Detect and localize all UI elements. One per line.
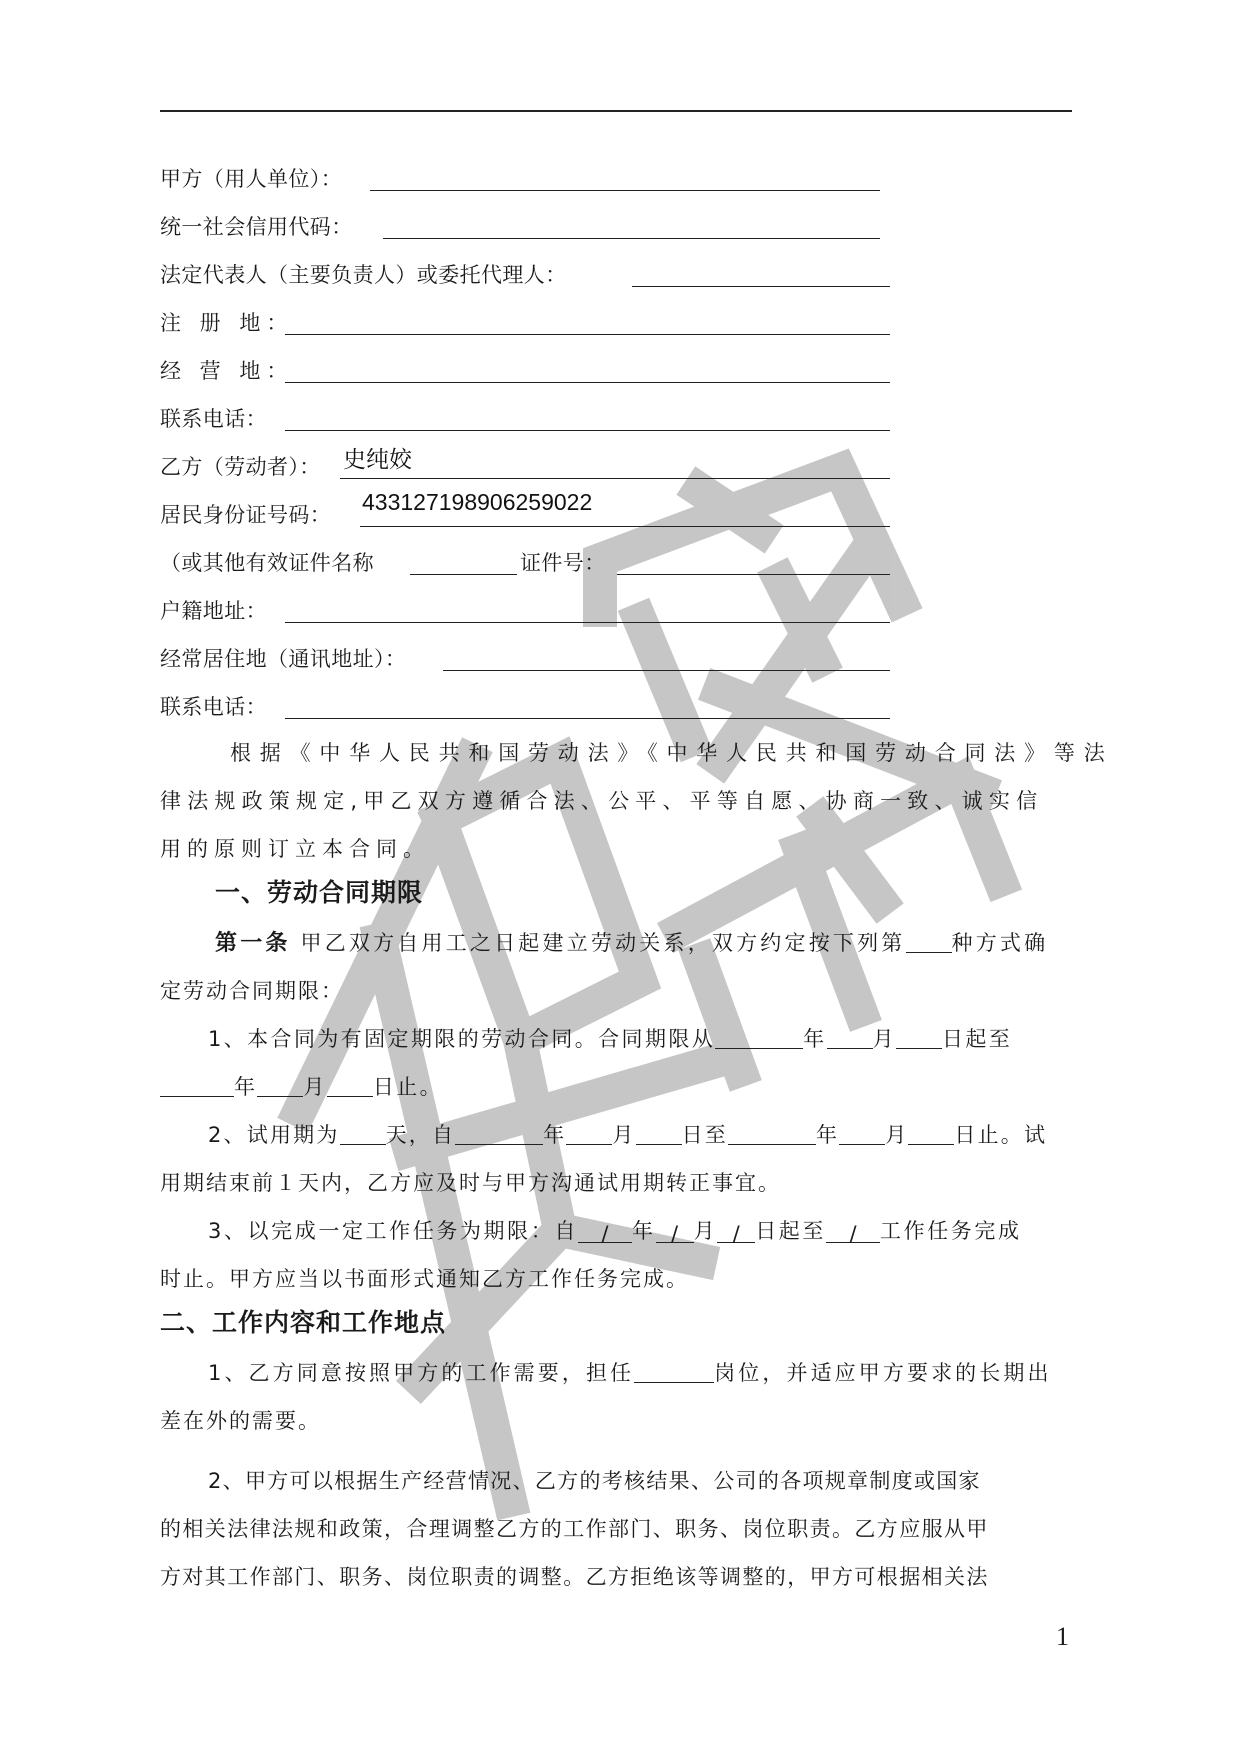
day-from-label: 日起至 [755,1219,826,1243]
days-from-label: 天，自 [385,1123,456,1147]
item-2-line-1 [208,1120,1047,1150]
day-to-label: 日至 [681,1123,728,1147]
other-id-number-field[interactable] [617,574,890,575]
slash-mark: / [601,1222,609,1246]
probation-days-blank[interactable] [340,1121,386,1145]
slash-mark: / [849,1222,857,1246]
section-2-heading: 二、工作内容和工作地点 [160,1308,447,1337]
id-number-label: 居民身份证号码： [160,503,332,527]
slash-mark: / [732,1222,740,1246]
item-3-line-1 [208,1216,1022,1246]
household-address-field[interactable] [285,622,890,623]
year-label: 年 [543,1123,567,1147]
probation-start-year-blank[interactable] [455,1121,543,1145]
business-address-field[interactable] [285,382,890,383]
article-1-text-b: 种方式确 [951,931,1049,955]
day-end-label: 日止。试 [954,1123,1048,1147]
article-1-label: 第一条 [215,931,291,956]
business-address-label: 经 营 地： [160,359,294,383]
party-a-label: 甲方（用人单位）： [160,167,343,191]
year-label: 年 [803,1027,827,1051]
probation-start-day-blank[interactable] [636,1121,682,1145]
item-1-end-day-blank[interactable] [327,1073,373,1097]
preamble-line-3: 用的原则订立本合同。 [160,837,430,861]
credit-code-label: 统一社会信用代码： [160,215,353,239]
preamble-line-2: 律法规政策规定,甲乙双方遵循合法、公平、平等自愿、协商一致、诚实信 [160,789,1044,813]
s2-item-2-line-1: 2、甲方可以根据生产经营情况、乙方的考核结果、公司的各项规章制度或国家 [208,1469,981,1493]
item-1-start-day-blank[interactable] [896,1025,942,1049]
item-3-line-2: 时止。甲方应当以书面形式通知乙方工作任务完成。 [160,1267,689,1291]
party-b-name-value: 史纯姣 [343,446,412,472]
s2-item-1-line-2: 差在外的需要。 [160,1409,321,1433]
party-a-phone-field[interactable] [285,430,890,431]
day-end-label: 日止。 [372,1075,444,1099]
id-number-value: 433127198906259022 [362,489,593,515]
probation-end-year-blank[interactable] [728,1121,816,1145]
month-label: 月 [303,1075,327,1099]
month-label: 月 [693,1219,718,1243]
party-a-field[interactable] [370,190,880,191]
method-number-blank[interactable] [906,929,952,953]
item-1-end-month-blank[interactable] [257,1073,303,1097]
item-1-line-1 [208,1024,1012,1054]
registered-address-field[interactable] [285,334,890,335]
year-label: 年 [234,1075,258,1099]
legal-rep-field[interactable] [632,286,890,287]
party-b-name-field[interactable] [340,478,890,479]
position-blank[interactable] [634,1359,714,1383]
s2-item-2-line-3: 方对其工作部门、职务、岗位职责的调整。乙方拒绝该等调整的，甲方可根据相关法 [160,1565,989,1589]
task-start-day-blank[interactable] [717,1219,755,1246]
section-1-heading: 一、劳动合同期限 [215,878,424,907]
month-label: 月 [612,1123,636,1147]
day-from-label: 日起至 [941,1027,1013,1051]
other-id-label: （或其他有效证件名称 [160,551,374,575]
task-start-year-blank[interactable] [578,1219,632,1246]
s2-item-1-text-b: 岗位，并适应甲方要求的长期出 [714,1361,1052,1385]
s2-item-1-text-a: 1、乙方同意按照甲方的工作需要，担任 [208,1361,635,1385]
s2-item-2-line-2: 的相关法律法规和政策，合理调整乙方的工作部门、职务、岗位职责。乙方应服从甲 [160,1517,989,1541]
slash-mark: / [671,1222,679,1246]
header-rule [160,110,1072,112]
probation-start-month-blank[interactable] [566,1121,612,1145]
item-1-start-year-blank[interactable] [715,1025,803,1049]
preamble-line-1: 根据《中华人民共和国劳动法》《中华人民共和国劳动合同法》等法 [230,741,1114,765]
item-1-start-month-blank[interactable] [827,1025,873,1049]
article-1-line-2: 定劳动合同期限： [160,979,344,1003]
party-b-phone-label: 联系电话： [160,695,267,719]
article-1-line-1 [215,928,1048,959]
probation-end-month-blank[interactable] [839,1121,885,1145]
credit-code-field[interactable] [383,238,880,239]
party-a-phone-label: 联系电话： [160,407,267,431]
item-3-text: 3、以完成一定工作任务为期限：自 [208,1219,578,1243]
item-2-line-2: 用期结束前１天内，乙方应及时与甲方沟通试用期转正事宜。 [160,1171,781,1195]
month-label: 月 [885,1123,909,1147]
household-address-label: 户籍地址： [160,599,267,623]
other-id-number-label: 证件号： [520,551,606,575]
other-id-name-field[interactable] [410,574,517,575]
item-1-end-year-blank[interactable] [160,1073,234,1097]
residence-label: 经常居住地（通讯地址）： [160,647,407,671]
party-b-label: 乙方（劳动者）： [160,455,321,479]
year-label: 年 [815,1123,840,1147]
task-end-text: 工作任务完成 [880,1219,1022,1243]
task-end-blank[interactable] [826,1219,880,1246]
item-1-line-2 [160,1072,443,1102]
id-number-field[interactable] [360,526,890,527]
party-b-phone-field[interactable] [285,718,890,719]
item-1-text: 1、本合同为有固定期限的劳动合同。合同期限从 [208,1027,716,1051]
task-start-month-blank[interactable] [656,1219,694,1246]
item-2-text: 2、试用期为 [208,1123,340,1147]
residence-field[interactable] [443,670,890,671]
probation-end-day-blank[interactable] [908,1121,954,1145]
legal-rep-label: 法定代表人（主要负责人）或委托代理人： [160,263,567,287]
s2-item-1-line-1 [208,1358,1052,1388]
article-1-text-a: 甲乙双方自用工之日起建立劳动关系，双方约定按下列第 [300,931,906,955]
month-label: 月 [872,1027,896,1051]
year-label: 年 [631,1219,656,1243]
page-number: 1 [1056,1622,1069,1651]
registered-address-label: 注 册 地： [160,311,294,335]
